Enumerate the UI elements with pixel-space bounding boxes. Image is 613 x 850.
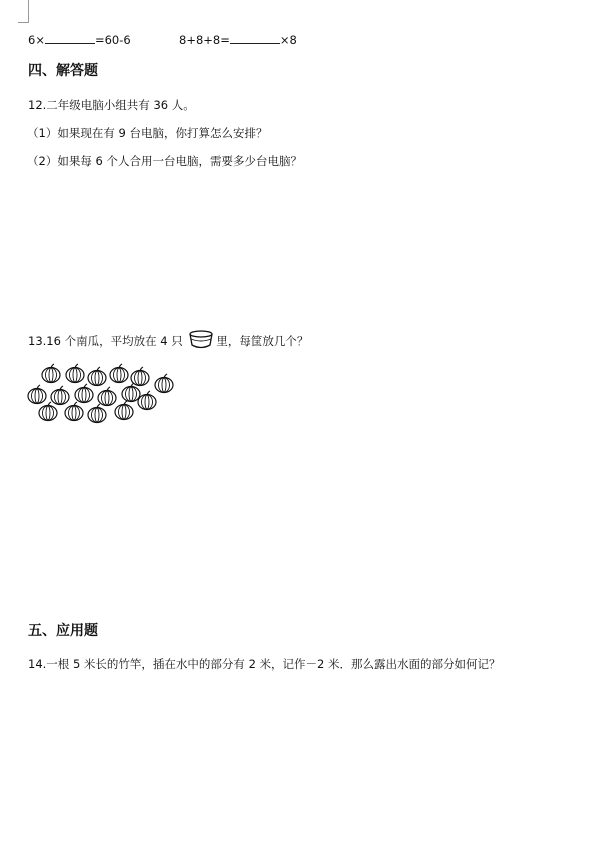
- pumpkin-icon: [51, 386, 69, 405]
- answer-blank-1[interactable]: [45, 33, 95, 44]
- pumpkin-icon: [98, 387, 116, 406]
- pumpkin-icon: [42, 364, 60, 383]
- equation-1-left: 6×: [28, 33, 45, 47]
- pumpkin-icon: [88, 367, 106, 386]
- pumpkin-icon: [66, 364, 84, 383]
- pumpkin-icon: [110, 364, 128, 383]
- equation-2-left: 8+8+8=: [179, 33, 230, 47]
- question-12-part-1: （1）如果现在有 9 台电脑，你打算怎么安排？: [27, 126, 268, 140]
- question-12-stem: 12.二年级电脑小组共有 36 人。: [28, 98, 195, 112]
- answer-blank-2[interactable]: [230, 33, 280, 44]
- section-5-heading: 五、应用题: [28, 623, 98, 639]
- pumpkin-icon: [155, 374, 173, 393]
- page-corner-mark: [18, 0, 29, 23]
- equation-1: [28, 33, 131, 47]
- question-14: 14.一根 5 米长的竹竿，插在水中的部分有 2 米，记作－2 米．那么露出水面的部分如何记？: [28, 657, 501, 671]
- question-13-text-after: 里，每筐放几个？: [216, 334, 309, 348]
- pumpkin-icon: [39, 402, 57, 421]
- pumpkin-icon: [88, 404, 106, 423]
- pumpkin-icon: [138, 391, 156, 410]
- equation-1-right: =60-6: [94, 33, 131, 47]
- basket-icon: [188, 330, 214, 353]
- pumpkin-icon: [65, 402, 83, 421]
- fill-blank-equations: [28, 33, 297, 47]
- section-4-heading: 四、解答题: [28, 63, 98, 79]
- pumpkin-icon: [28, 385, 46, 404]
- question-13-text-before: 13.16 个南瓜，平均放在 4 只: [28, 334, 183, 348]
- equation-2-right: ×8: [279, 33, 297, 47]
- question-13: [28, 330, 308, 353]
- pumpkin-icon: [115, 401, 133, 420]
- question-12-part-2: （2）如果每 6 个人合用一台电脑，需要多少台电脑？: [27, 154, 302, 168]
- equation-2: [179, 33, 297, 47]
- pumpkin-icon: [75, 384, 93, 403]
- pumpkin-group: [25, 362, 175, 430]
